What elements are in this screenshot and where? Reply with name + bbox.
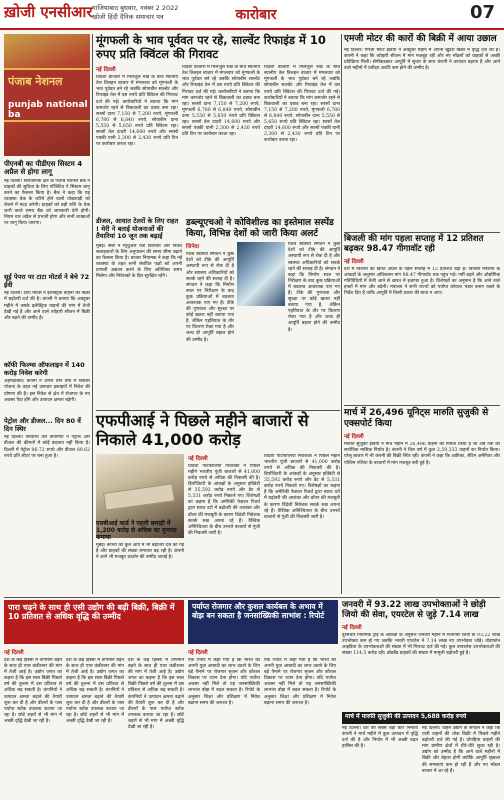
telecom-headline: जनवरी में 93.22 लाख उपभोक्ताओं ने छोड़ी जियो की सेवा, एयरटेल से जुड़े 7.14 लाख — [342, 600, 486, 621]
covid-body: विश्व स्वास्थ्य संगठन ने कुछ देशों को टीके की आपूर्ति अस्थायी रूप से रोक दी है और स्वास्थ्य अधिकारियों को सतर्क रहने की सलाह दी है। संगठन ने कहा कि निर्माण स्थल पर निरीक्षण के बाद कुछ प्रक्रियाओं में बदलाव आवश्यक पाए गए हैं। टीके की गुणवत्ता और सुरक्षा पर कोई खतरा नहीं बताया गया है, लेकिन एहतियात के तौर पर वितरण रोका गया है और जल्द ही आपूर्ति बहाल होने की उम्मीद है। — [186, 252, 234, 343]
maruti-output-body: नई दिल्ली। देश की सबसे बड़ी कार निर्माता कंपनी ने मार्च महीने में कुल उत्पादन में वृद्धि दर्ज की है और निर्यात में भी अच्छी बढ़त हासिल की है। — [342, 726, 418, 750]
ac-headline-band — [4, 600, 184, 644]
fpi-body: विदेशी पोर्टफोलियो निवेशकों ने पिछले महीने भारतीय पूंजी बाजारों से 41,000 करोड़ रुपये से अधिक की निकासी की है। डिपॉजिटरी के आंकड़ों के अनुसार इक्विटी से 35,592 करोड़ रुपये और डेट से 5,331 करोड़ रुपये निकाले गए। विशेषज्ञों का कहना है कि अमेरिकी फेडरल रिजर्व द्वारा ब्याज दरों में बढ़ोतरी की आशंका और डॉलर की मजबूती के कारण विदेशी निवेशक सतर्क रुख अपना रहे हैं। वैश्विक अनिश्चितता के बीच उभरते बाजारों से पूंजी की निकासी जारी है। — [188, 463, 260, 536]
masthead-meta — [92, 4, 178, 22]
ac-body-col2: देश के कई हिस्सों में तापमान बढ़ने के साथ ही एयर कंडीशनर की मांग में तेजी आई है। उद्योग जगत का कहना है कि इस साल बिक्री पिछले वर्ष की तुलना में दस प्रतिशत से अधिक बढ़ सकती है। कंपनियों ने उत्पादन क्षमता बढ़ाने की तैयारी शुरू कर दी है और डीलरों के पास पर्याप्त स्टॉक उपलब्ध कराया जा रहा है। छोटे शहरों से भी मांग में अच्छी वृद्धि देखी जा रही है। — [66, 658, 124, 724]
jobs-headline: पर्याप्त रोजगार और कुशल कार्यबल के अभाव में बोझ बन सकता है जनसांख्यिकी लाभांश : रिपोर्ट — [192, 602, 325, 620]
maruti-output-headline: मार्च में मारुति सुजुकी की उत्पादन 5,688 करोड़ रुपये — [345, 713, 467, 720]
maruti-output-band — [342, 712, 500, 724]
maruti-output-columns — [342, 726, 500, 796]
power-byline: नई दिल्ली — [344, 259, 364, 266]
maruti-byline: नई दिल्ली — [344, 434, 364, 441]
ac-headline: पारा चढ़ने के साथ ही एसी उद्योग की बढ़ी बिक्री, बिक्री में 10 प्रतिशत से अधिक वृद्धि की उम्मीद — [8, 603, 175, 622]
power-headline: बिजली की मांग पहला सप्ताह में 12 प्रतिशत बढ़कर 98.47 गीगावॉट रही — [344, 234, 484, 255]
pnb-logo-hindi: पंजाब नेशनल — [8, 75, 63, 88]
pnb-logo-english: punjab national ba — [8, 100, 88, 120]
sebi-headline: डीजल, आयात टेलरों के लिए राहत ! मेरी ने बताई योजनाओं की तैयारियां 10 जून तक बढ़ाई — [96, 217, 179, 241]
ac-body-col3: देश के कई हिस्सों में तापमान बढ़ने के साथ ही एयर कंडीशनर की मांग में तेजी आई है। उद्योग जगत का कहना है कि इस साल बिक्री पिछले वर्ष की तुलना में दस प्रतिशत से अधिक बढ़ सकती है। कंपनियों ने उत्पादन क्षमता बढ़ाने की तैयारी शुरू कर दी है और डीलरों के पास पर्याप्त स्टॉक उपलब्ध कराया जा रहा है। छोटे शहरों से भी मांग में अच्छी वृद्धि देखी जा रही है। — [128, 658, 184, 731]
sebi-story — [96, 218, 182, 408]
jobs-body-col2: एक रिपोर्ट में कहा गया है कि भारत को अपनी युवा आबादी का लाभ उठाने के लिए बड़े पैमाने पर रोजगार सृजन और कौशल विकास पर ध्यान देना होगा। यदि पर्याप्त अवसर नहीं मिले तो यह जनसांख्यिकी लाभांश बोझ में बदल सकता है। रिपोर्ट के अनुसार शिक्षा और प्रशिक्षण में निवेश बढ़ाना समय की जरूरत है। — [264, 658, 336, 706]
telecom-byline: नई दिल्ली — [342, 625, 362, 632]
covid-story — [186, 218, 340, 408]
pnb-body: नई दिल्ली। सार्वजनिक क्षेत्र के पंजाब नेशनल बैंक ने ग्राहकों की सुविधा के लिए पॉजिटिव पे सिस्टम लागू करने का फैसला किया है। बैंक ने कहा कि यह व्यवस्था चेक के जरिये होने वाली धोखाधड़ी को रोकने में मदद करेगी। ग्राहकों को बड़ी राशि के चेक जारी करते समय बैंक को जानकारी देनी होगी। नियम चार अप्रैल से प्रभावी होगा और सभी शाखाओं पर लागू किया जाएगा। — [4, 178, 90, 227]
jobs-headline-band — [188, 600, 338, 644]
mg-body: नई दिल्ली। एमजी मोटर इंडिया ने अक्टूबर महीने में अपनी खुदरा बिक्री में वृद्धि दर्ज की है। कंपनी ने कहा कि त्योहारी सीजन में मांग मजबूत रही और नए मॉडलों को ग्राहकों से अच्छी प्रतिक्रिया मिली। सेमीकंडक्टर आपूर्ति में सुधार के साथ कंपनी ने उत्पादन बढ़ाया है और आने वाले महीनों में प्रतीक्षा अवधि कम होने की उम्मीद है। — [344, 47, 500, 71]
groundnut-byline-col — [96, 65, 178, 195]
tata-body: नई दिल्ली। टाटा मोटर्स ने इलेक्ट्रिक वाहनों की बिक्री में बढ़ोतरी दर्ज की है। कंपनी ने बताया कि अक्टूबर महीने में उसके इलेक्ट्रिक वाहनों की मांग में तेजी देखी गई है और आने वाले त्योहारी सीजन में बिक्री और बढ़ने की उम्मीद है। — [4, 291, 90, 321]
maruti-output-story — [342, 726, 500, 798]
row-rule — [4, 597, 500, 598]
fpi-byline-col — [188, 454, 260, 594]
power-body: देश में बिजली की खपत अप्रैल के पहले सप्ताह में 12 प्रतिशत बढ़ी है। बिजली मंत्रालय के आंकड़ों के अनुसार अधिकतम मांग 98.47 गीगावॉट तक पहुंच गई। गर्मी बढ़ने और औद्योगिक गतिविधियों में तेजी आने से खपत में इजाफा हुआ है। विशेषज्ञों का अनुमान है कि आने वाले हफ्तों में मांग और बढ़ेगी। मंत्रालय ने सभी राज्यों को पर्याप्त कोयला भंडार बनाए रखने के निर्देश दिए हैं ताकि आपूर्ति में किसी प्रकार की बाधा न आए। — [344, 267, 500, 297]
masthead — [0, 0, 504, 30]
tata-story — [4, 274, 90, 358]
covid-body-col3: विश्व स्वास्थ्य संगठन ने कुछ देशों को टीके की आपूर्ति अस्थायी रूप से रोक दी है और स्वास्थ्य अधिकारियों को सतर्क रहने की सलाह दी है। संगठन ने कहा कि निर्माण स्थल पर निरीक्षण के बाद कुछ प्रक्रियाओं में बदलाव आवश्यक पाए गए हैं। टीके की गुणवत्ता और सुरक्षा पर कोई खतरा नहीं बताया गया है, लेकिन एहतियात के तौर पर वितरण रोका गया है और जल्द ही आपूर्ति बहाल होने की उम्मीद है। — [288, 242, 340, 333]
fpi-byline: नई दिल्ली — [188, 455, 208, 462]
masthead-dateline: गाजियाबाद बुधवार, नवंबर 2 2022 — [92, 4, 179, 12]
groundnut-columns — [96, 65, 340, 195]
groundnut-story — [96, 34, 340, 214]
auto-sales-body: नई दिल्ली। वाहन उद्योग के संगठन ने कहा कि यात्री वाहनों की थोक बिक्री में पिछले महीने बढ़ोतरी दर्ज की गई है। दोपहिया वाहनों की मांग ग्रामीण क्षेत्रों में धीरे-धीरे सुधर रही है। उद्योग को उम्मीद है कि आने वाले महीनों में बिक्री और बेहतर होगी क्योंकि आपूर्ति श्रृंखला की समस्याएं कम हो रही हैं और नए मॉडल बाजार में आ रहे हैं। — [422, 726, 500, 774]
sebi-body: मुंबई। सेबी ने म्यूचुअल फंड वितरकों और निवेश सलाहकारों के लिए अनुपालन की समय सीमा बढ़ाने का फैसला किया है। बाजार नियामक ने कहा कि नई व्यवस्था के तहत सभी संबंधित पक्षों को अपनी प्रणाली अद्यतन करने के लिए अतिरिक्त समय मिलेगा और निवेशकों के हित सुरक्षित रहेंगे। — [96, 243, 182, 280]
ac-story — [4, 648, 184, 798]
ac-columns — [4, 658, 184, 798]
groundnut-byline: नई दिल्ली — [96, 67, 116, 74]
petrol-body: नई दिल्ली। सरकारी तेल कंपनियों ने पेट्रोल और डीजल की कीमतों में कोई बदलाव नहीं किया है। दिल्ली में पेट्रोल 96.72 रुपये और डीजल 89.62 रुपये प्रति लीटर पर बना हुआ है। — [4, 435, 90, 459]
newspaper-name: ख़ोजी एनसीआर — [4, 3, 93, 21]
row-rule — [344, 232, 500, 233]
telecom-story — [342, 600, 500, 710]
page-number: 07 — [470, 2, 496, 23]
section-title: कारोबार — [235, 7, 277, 23]
pnb-story — [4, 160, 90, 270]
coffee-story — [4, 362, 90, 416]
coffee-body: अहमदाबाद। कंपनी ने अगले तीन वर्षों में विस्तार योजना के तहत नई उत्पादन इकाइयों में निवेश की घोषणा की है। इस निवेश से क्षेत्र में रोजगार के नए अवसर पैदा होंगे और उत्पादन क्षमता बढ़ेगी। — [4, 379, 90, 403]
pnb-sign-board — [4, 68, 90, 122]
covid-byline-col — [186, 242, 234, 392]
covid-headline: डब्ल्यूएचओ ने कोविशील्ड का इस्तेमाल सस्पेंड किया, विभिन्न देशों को जारी किया अलर्ट — [186, 218, 334, 239]
maruti-body: मारुति सुजुकी इंडिया ने मार्च महीने में 26,496 वाहनों का निर्यात किया है जो अब तक का सर्वाधिक मासिक निर्यात है। कंपनी ने वित्त वर्ष में कुल 2,59,333 वाहनों का निर्यात किया। घरेलू बाजार में भी कंपनी की बिक्री स्थिर रही। कंपनी ने कहा कि अफ्रीका, लैटिन अमेरिका और पश्चिम एशिया के बाजारों में मांग मजबूत बनी हुई है। — [344, 442, 500, 466]
petrol-story — [4, 418, 90, 488]
groundnut-body: विदेशी बाजारों में मिलेजुले रुख के बीच स्थानीय तेल तिलहन बाजार में मंगलवार को मूंगफली के भाव पूर्ववत बने रहे जबकि सोयाबीन साल्वेंट और रिफाइंड तेल में दस रुपये प्रति क्विंटल की गिरावट दर्ज की गई। कारोबारियों ने बताया कि मांग कमजोर रहने से बिकवाली का दबाव बना रहा। सरसों दाना 7,150 से 7,200 रुपये, मूंगफली 6,780 से 6,840 रुपये, सोयाबीन दाना 5,550 से 5,650 रुपये प्रति क्विंटल रहा। सरसों तेल दादरी 14,600 रुपये और सरसों पक्की घानी 2,300 से 2,430 रुपये प्रति टिन पर कारोबार करता रहा। — [96, 75, 178, 148]
groundnut-body-col3: विदेशी बाजारों में मिलेजुले रुख के बीच स्थानीय तेल तिलहन बाजार में मंगलवार को मूंगफली के भाव पूर्ववत बने रहे जबकि सोयाबीन साल्वेंट और रिफाइंड तेल में दस रुपये प्रति क्विंटल की गिरावट दर्ज की गई। कारोबारियों ने बताया कि मांग कमजोर रहने से बिकवाली का दबाव बना रहा। सरसों दाना 7,150 से 7,200 रुपये, मूंगफली 6,780 से 6,840 रुपये, सोयाबीन दाना 5,550 से 5,650 रुपये प्रति क्विंटल रहा। सरसों तेल दादरी 14,600 रुपये और सरसों पक्की घानी 2,300 से 2,430 रुपये प्रति टिन पर कारोबार करता रहा। — [264, 65, 340, 144]
tata-headline: सूई पेपरा पर टाटा मोटर्स ने बेचे 72 ईवी — [4, 273, 90, 289]
fpi-body-col3: विदेशी पोर्टफोलियो निवेशकों ने पिछले महीने भारतीय पूंजी बाजारों से 41,000 करोड़ रुपये से अधिक की निकासी की है। डिपॉजिटरी के आंकड़ों के अनुसार इक्विटी से 35,592 करोड़ रुपये और डेट से 5,331 करोड़ रुपये निकाले गए। विशेषज्ञों का कहना है कि अमेरिकी फेडरल रिजर्व द्वारा ब्याज दरों में बढ़ोतरी की आशंका और डॉलर की मजबूती के कारण विदेशी निवेशक सतर्क रुख अपना रहे हैं। वैश्विक अनिश्चितता के बीच उभरते बाजारों से पूंजी की निकासी जारी है। — [264, 453, 340, 520]
covid-columns — [186, 242, 340, 392]
sbi-story — [96, 520, 184, 598]
covid-byline: जिनेवा — [186, 244, 200, 251]
column-rule — [341, 34, 342, 594]
mg-headline: एमजी मोटर की कारों की बिक्री में आया उछाल — [344, 34, 497, 44]
coffee-headline: कॉफी फिल्म्स ऑफलाइन में 140 करोड़ निवेश करेगी — [4, 361, 85, 377]
jobs-byline: नई दिल्ली — [188, 650, 208, 656]
jobs-body: एक रिपोर्ट में कहा गया है कि भारत को अपनी युवा आबादी का लाभ उठाने के लिए बड़े पैमाने पर रोजगार सृजन और कौशल विकास पर ध्यान देना होगा। यदि पर्याप्त अवसर नहीं मिले तो यह जनसांख्यिकी लाभांश बोझ में बदल सकता है। रिपोर्ट के अनुसार शिक्षा और प्रशिक्षण में निवेश बढ़ाना समय की जरूरत है। — [188, 658, 260, 706]
ac-byline: नई दिल्ली — [4, 650, 24, 656]
vaccine-photo — [237, 242, 285, 306]
maruti-headline: मार्च में 26,496 यूनिट्स मारुति सुजुकी से एक्सपोर्ट किया — [344, 408, 489, 429]
power-story — [344, 234, 500, 402]
column-rule — [92, 34, 93, 594]
notes-stack — [103, 483, 175, 511]
groundnut-body-col2: विदेशी बाजारों में मिलेजुले रुख के बीच स्थानीय तेल तिलहन बाजार में मंगलवार को मूंगफली के भाव पूर्ववत बने रहे जबकि सोयाबीन साल्वेंट और रिफाइंड तेल में दस रुपये प्रति क्विंटल की गिरावट दर्ज की गई। कारोबारियों ने बताया कि मांग कमजोर रहने से बिकवाली का दबाव बना रहा। सरसों दाना 7,150 से 7,200 रुपये, मूंगफली 6,780 से 6,840 रुपये, सोयाबीन दाना 5,550 से 5,650 रुपये प्रति क्विंटल रहा। सरसों तेल दादरी 14,600 रुपये और सरसों पक्की घानी 2,300 से 2,430 रुपये प्रति टिन पर कारोबार करता रहा। — [182, 65, 260, 138]
jobs-story — [188, 648, 338, 798]
row-rule — [344, 405, 500, 406]
mg-story — [344, 34, 500, 230]
maruti-story — [344, 408, 500, 598]
ac-body: देश के कई हिस्सों में तापमान बढ़ने के साथ ही एयर कंडीशनर की मांग में तेजी आई है। उद्योग जगत का कहना है कि इस साल बिक्री पिछले वर्ष की तुलना में दस प्रतिशत से अधिक बढ़ सकती है। कंपनियों ने उत्पादन क्षमता बढ़ाने की तैयारी शुरू कर दी है और डीलरों के पास पर्याप्त स्टॉक उपलब्ध कराया जा रहा है। छोटे शहरों से भी मांग में अच्छी वृद्धि देखी जा रही है। — [4, 658, 62, 724]
pnb-photo — [4, 34, 90, 156]
pnb-headline: पीएनबी का पीडीएस सिस्टम 4 अप्रैल से होगा लागू — [4, 160, 83, 177]
sbi-headline: एसबीआई कार्ड ने पहली छमाही में 1,200 करोड़ से अधिक का मुनाफा कमाया — [96, 520, 177, 542]
jobs-columns — [188, 658, 338, 798]
masthead-tagline: खोजी हिंदी दैनिक समाचार पत्र — [92, 13, 164, 21]
telecom-body: दूरसंचार नियामक ट्राई के आंकड़ों के अनुसार जनवरी महीने में रिलायंस जियो के 93.22 लाख उपभोक्ता कम हो गए जबकि भारती एयरटेल ने 7.14 लाख नए उपभोक्ता जोड़े। वोडाफोन आइडिया के उपभोक्ताओं की संख्या में भी गिरावट दर्ज की गई। कुल वायरलेस उपभोक्ताओं की संख्या 114.5 करोड़ रही। ब्रॉडबैंड ग्राहकों की संख्या में मामूली बढ़ोतरी हुई है। — [342, 633, 500, 657]
row-rule — [96, 410, 340, 411]
fpi-headline: एफपीआई ने पिछले महीने बाजारों से निकाले 41,000 करोड़ — [96, 411, 309, 449]
sbi-body: मुंबई। कंपनी की कुल आय में भी बढ़ोतरी दर्ज की गई है और ग्राहकों की संख्या लगातार बढ़ रही है। कंपनी ने आगे भी मजबूत प्रदर्शन की उम्मीद जताई है। — [96, 543, 184, 561]
groundnut-headline: मूंगफली के भाव पूर्ववत पर रहे, साल्वेंट रिफाइंड में 10 रुपए प्रति क्विंटल की गिरावट — [96, 33, 326, 61]
petrol-headline: पेट्रोल और डीजल... दिन 80 वें दिन स्थिर — [4, 417, 81, 433]
